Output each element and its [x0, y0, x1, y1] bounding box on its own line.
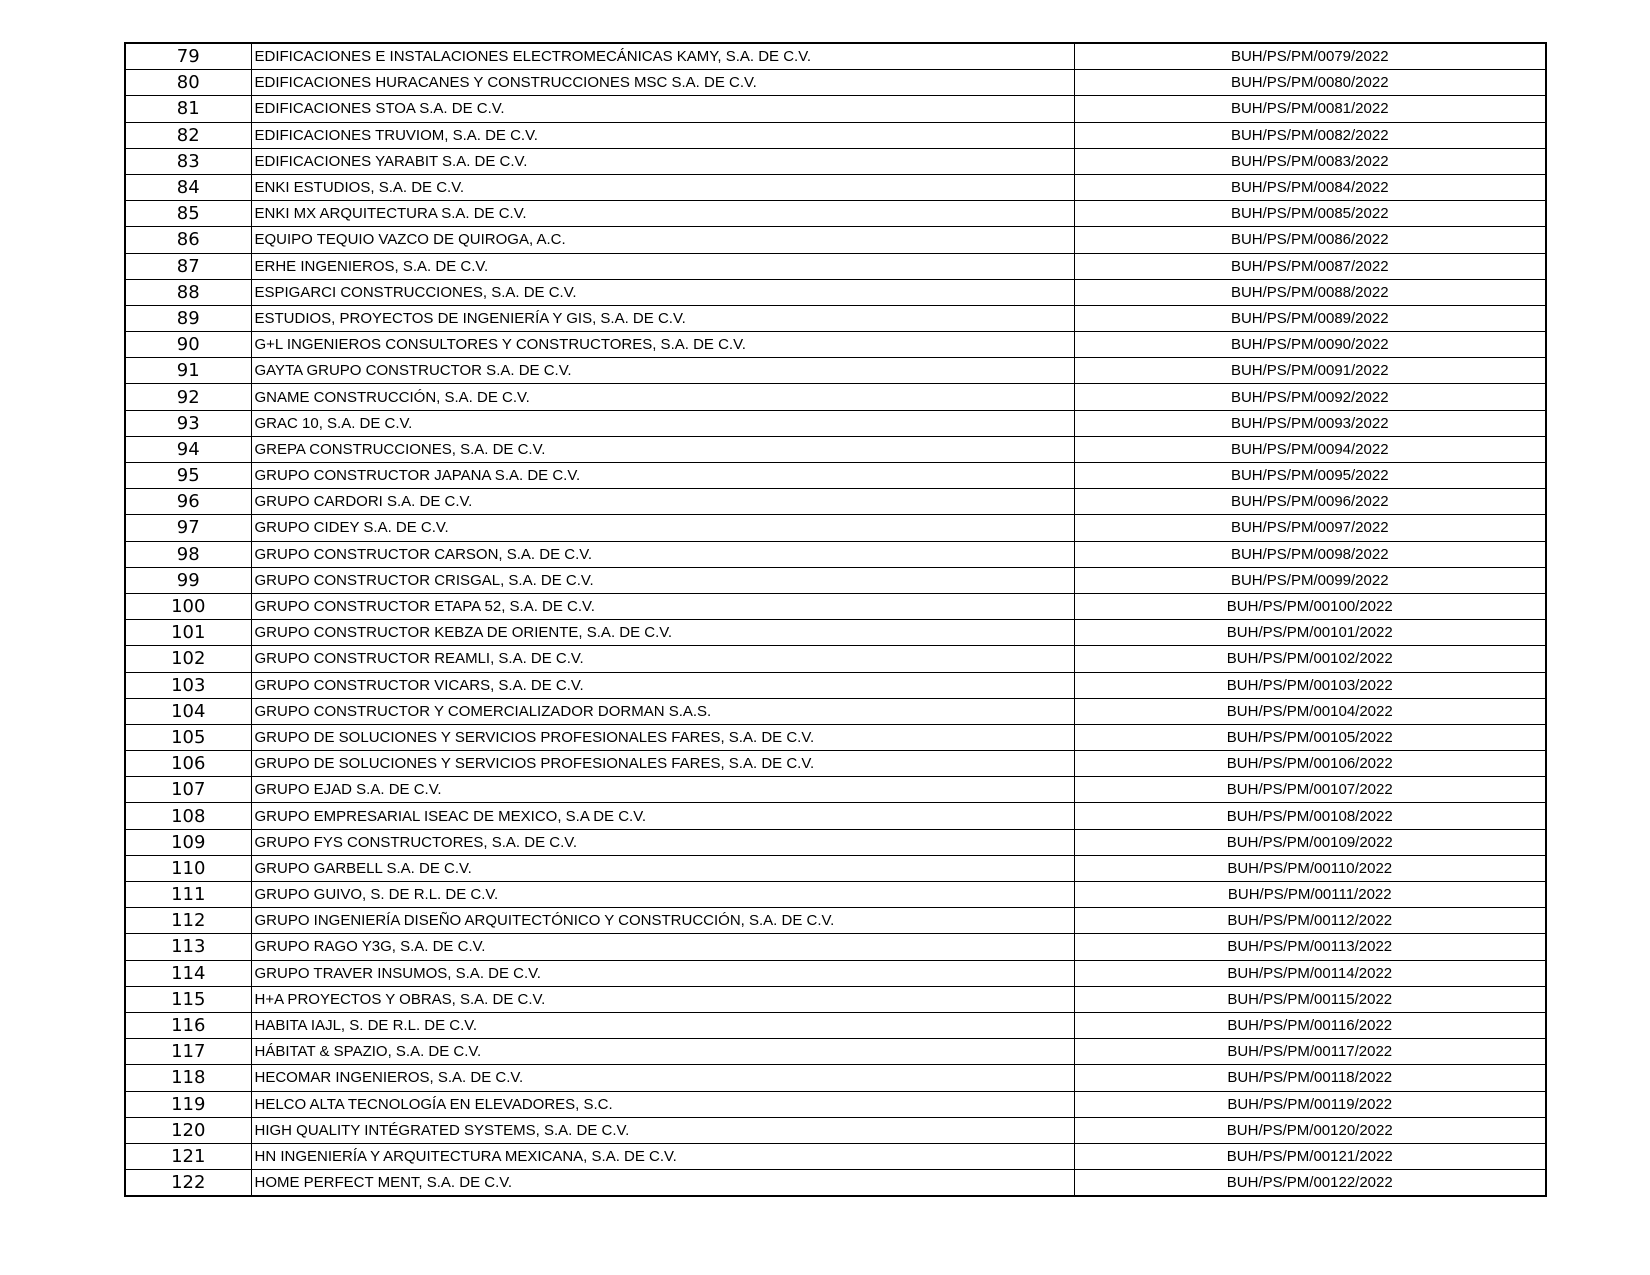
company-name-cell: GRUPO GARBELL S.A. DE C.V.	[251, 855, 1074, 881]
registration-code-cell: BUH/PS/PM/00107/2022	[1074, 777, 1546, 803]
company-name-cell: EDIFICACIONES HURACANES Y CONSTRUCCIONES MSC S.A. DE C.V.	[251, 70, 1074, 96]
registration-code-cell: BUH/PS/PM/0081/2022	[1074, 96, 1546, 122]
row-number-cell: 82	[125, 122, 251, 148]
registration-code-cell: BUH/PS/PM/00113/2022	[1074, 934, 1546, 960]
company-name-cell: GRUPO DE SOLUCIONES Y SERVICIOS PROFESIONALES FARES, S.A. DE C.V.	[251, 751, 1074, 777]
company-name-cell: GRUPO INGENIERÍA DISEÑO ARQUITECTÓNICO Y CONSTRUCCIÓN, S.A. DE C.V.	[251, 908, 1074, 934]
registration-code-cell: BUH/PS/PM/0095/2022	[1074, 463, 1546, 489]
registration-code-cell: BUH/PS/PM/0096/2022	[1074, 489, 1546, 515]
row-number-cell: 88	[125, 279, 251, 305]
row-number-cell: 104	[125, 698, 251, 724]
registration-code-cell: BUH/PS/PM/00105/2022	[1074, 724, 1546, 750]
registration-code-cell: BUH/PS/PM/00118/2022	[1074, 1065, 1546, 1091]
table-row	[125, 227, 1546, 253]
row-number-cell: 84	[125, 174, 251, 200]
row-number-cell: 92	[125, 384, 251, 410]
table-row	[125, 122, 1546, 148]
registration-code-cell: BUH/PS/PM/00103/2022	[1074, 672, 1546, 698]
table-row	[125, 1065, 1546, 1091]
company-name-cell: GRUPO CONSTRUCTOR REAMLI, S.A. DE C.V.	[251, 646, 1074, 672]
table-row	[125, 174, 1546, 200]
table-row	[125, 567, 1546, 593]
row-number-cell: 105	[125, 724, 251, 750]
row-number-cell: 87	[125, 253, 251, 279]
registration-code-cell: BUH/PS/PM/0091/2022	[1074, 358, 1546, 384]
row-number-cell: 79	[125, 43, 251, 70]
table-row	[125, 986, 1546, 1012]
row-number-cell: 103	[125, 672, 251, 698]
table-row	[125, 305, 1546, 331]
registration-code-cell: BUH/PS/PM/0083/2022	[1074, 148, 1546, 174]
row-number-cell: 117	[125, 1039, 251, 1065]
registration-code-cell: BUH/PS/PM/00120/2022	[1074, 1117, 1546, 1143]
company-name-cell: GRUPO CONSTRUCTOR VICARS, S.A. DE C.V.	[251, 672, 1074, 698]
registration-code-cell: BUH/PS/PM/0099/2022	[1074, 567, 1546, 593]
row-number-cell: 112	[125, 908, 251, 934]
row-number-cell: 98	[125, 541, 251, 567]
table-row	[125, 148, 1546, 174]
registry-table	[124, 42, 1547, 1197]
row-number-cell: 114	[125, 960, 251, 986]
table-row	[125, 253, 1546, 279]
company-name-cell: GRUPO RAGO Y3G, S.A. DE C.V.	[251, 934, 1074, 960]
row-number-cell: 86	[125, 227, 251, 253]
table-row	[125, 646, 1546, 672]
company-name-cell: GRUPO GUIVO, S. DE R.L. DE C.V.	[251, 882, 1074, 908]
table-row	[125, 1170, 1546, 1197]
company-name-cell: GRUPO EJAD S.A. DE C.V.	[251, 777, 1074, 803]
table-row	[125, 724, 1546, 750]
company-name-cell: GRUPO FYS CONSTRUCTORES, S.A. DE C.V.	[251, 829, 1074, 855]
row-number-cell: 121	[125, 1143, 251, 1169]
registration-code-cell: BUH/PS/PM/00104/2022	[1074, 698, 1546, 724]
row-number-cell: 106	[125, 751, 251, 777]
table-row	[125, 960, 1546, 986]
row-number-cell: 115	[125, 986, 251, 1012]
registration-code-cell: BUH/PS/PM/0085/2022	[1074, 201, 1546, 227]
company-name-cell: HABITA IAJL, S. DE R.L. DE C.V.	[251, 1012, 1074, 1038]
row-number-cell: 94	[125, 436, 251, 462]
table-row	[125, 882, 1546, 908]
company-name-cell: GRUPO EMPRESARIAL ISEAC DE MEXICO, S.A DE C.V.	[251, 803, 1074, 829]
table-row	[125, 541, 1546, 567]
table-row	[125, 672, 1546, 698]
table-row	[125, 829, 1546, 855]
row-number-cell: 83	[125, 148, 251, 174]
registration-code-cell: BUH/PS/PM/0086/2022	[1074, 227, 1546, 253]
table-row	[125, 436, 1546, 462]
table-row	[125, 43, 1546, 70]
registration-code-cell: BUH/PS/PM/0088/2022	[1074, 279, 1546, 305]
company-name-cell: EDIFICACIONES E INSTALACIONES ELECTROMECÁNICAS KAMY, S.A. DE C.V.	[251, 43, 1074, 70]
company-name-cell: G+L INGENIEROS CONSULTORES Y CONSTRUCTORES, S.A. DE C.V.	[251, 332, 1074, 358]
company-name-cell: HIGH QUALITY INTÉGRATED SYSTEMS, S.A. DE C.V.	[251, 1117, 1074, 1143]
row-number-cell: 80	[125, 70, 251, 96]
company-name-cell: EDIFICACIONES YARABIT S.A. DE C.V.	[251, 148, 1074, 174]
table-row	[125, 934, 1546, 960]
registration-code-cell: BUH/PS/PM/00102/2022	[1074, 646, 1546, 672]
table-row	[125, 515, 1546, 541]
company-name-cell: H+A PROYECTOS Y OBRAS, S.A. DE C.V.	[251, 986, 1074, 1012]
company-name-cell: HOME PERFECT MENT, S.A. DE C.V.	[251, 1170, 1074, 1197]
row-number-cell: 116	[125, 1012, 251, 1038]
registration-code-cell: BUH/PS/PM/0090/2022	[1074, 332, 1546, 358]
row-number-cell: 110	[125, 855, 251, 881]
table-row	[125, 489, 1546, 515]
table-row	[125, 908, 1546, 934]
registration-code-cell: BUH/PS/PM/00108/2022	[1074, 803, 1546, 829]
row-number-cell: 81	[125, 96, 251, 122]
table-row	[125, 1091, 1546, 1117]
table-row	[125, 1117, 1546, 1143]
registration-code-cell: BUH/PS/PM/0094/2022	[1074, 436, 1546, 462]
row-number-cell: 109	[125, 829, 251, 855]
registration-code-cell: BUH/PS/PM/00101/2022	[1074, 620, 1546, 646]
company-name-cell: GAYTA GRUPO CONSTRUCTOR S.A. DE C.V.	[251, 358, 1074, 384]
company-name-cell: EQUIPO TEQUIO VAZCO DE QUIROGA, A.C.	[251, 227, 1074, 253]
company-name-cell: GRUPO CONSTRUCTOR ETAPA 52, S.A. DE C.V.	[251, 593, 1074, 619]
company-name-cell: GRUPO CIDEY S.A. DE C.V.	[251, 515, 1074, 541]
table-row	[125, 96, 1546, 122]
registration-code-cell: BUH/PS/PM/00106/2022	[1074, 751, 1546, 777]
company-name-cell: GRAC 10, S.A. DE C.V.	[251, 410, 1074, 436]
company-name-cell: GRUPO CONSTRUCTOR CARSON, S.A. DE C.V.	[251, 541, 1074, 567]
row-number-cell: 111	[125, 882, 251, 908]
registration-code-cell: BUH/PS/PM/0084/2022	[1074, 174, 1546, 200]
registration-code-cell: BUH/PS/PM/0087/2022	[1074, 253, 1546, 279]
row-number-cell: 90	[125, 332, 251, 358]
registration-code-cell: BUH/PS/PM/0080/2022	[1074, 70, 1546, 96]
company-name-cell: GRUPO CONSTRUCTOR KEBZA DE ORIENTE, S.A. DE C.V.	[251, 620, 1074, 646]
row-number-cell: 95	[125, 463, 251, 489]
row-number-cell: 100	[125, 593, 251, 619]
row-number-cell: 113	[125, 934, 251, 960]
row-number-cell: 107	[125, 777, 251, 803]
row-number-cell: 108	[125, 803, 251, 829]
registry-table-body	[125, 43, 1546, 1196]
registration-code-cell: BUH/PS/PM/0097/2022	[1074, 515, 1546, 541]
company-name-cell: GRUPO DE SOLUCIONES Y SERVICIOS PROFESIONALES FARES, S.A. DE C.V.	[251, 724, 1074, 750]
row-number-cell: 93	[125, 410, 251, 436]
company-name-cell: ENKI ESTUDIOS, S.A. DE C.V.	[251, 174, 1074, 200]
registration-code-cell: BUH/PS/PM/00111/2022	[1074, 882, 1546, 908]
registration-code-cell: BUH/PS/PM/0082/2022	[1074, 122, 1546, 148]
company-name-cell: ENKI MX ARQUITECTURA S.A. DE C.V.	[251, 201, 1074, 227]
table-row	[125, 1143, 1546, 1169]
registration-code-cell: BUH/PS/PM/0079/2022	[1074, 43, 1546, 70]
company-name-cell: ESPIGARCI CONSTRUCCIONES, S.A. DE C.V.	[251, 279, 1074, 305]
table-row	[125, 463, 1546, 489]
registration-code-cell: BUH/PS/PM/00100/2022	[1074, 593, 1546, 619]
company-name-cell: EDIFICACIONES STOA S.A. DE C.V.	[251, 96, 1074, 122]
row-number-cell: 85	[125, 201, 251, 227]
row-number-cell: 97	[125, 515, 251, 541]
row-number-cell: 91	[125, 358, 251, 384]
table-row	[125, 698, 1546, 724]
company-name-cell: HECOMAR INGENIEROS, S.A. DE C.V.	[251, 1065, 1074, 1091]
registration-code-cell: BUH/PS/PM/00109/2022	[1074, 829, 1546, 855]
row-number-cell: 101	[125, 620, 251, 646]
table-row	[125, 332, 1546, 358]
registration-code-cell: BUH/PS/PM/00116/2022	[1074, 1012, 1546, 1038]
table-row	[125, 751, 1546, 777]
registration-code-cell: BUH/PS/PM/00117/2022	[1074, 1039, 1546, 1065]
table-row	[125, 384, 1546, 410]
table-row	[125, 358, 1546, 384]
table-row	[125, 803, 1546, 829]
table-row	[125, 620, 1546, 646]
table-row	[125, 777, 1546, 803]
company-name-cell: GREPA CONSTRUCCIONES, S.A. DE C.V.	[251, 436, 1074, 462]
registration-code-cell: BUH/PS/PM/00122/2022	[1074, 1170, 1546, 1197]
company-name-cell: GRUPO CONSTRUCTOR Y COMERCIALIZADOR DORMAN S.A.S.	[251, 698, 1074, 724]
row-number-cell: 120	[125, 1117, 251, 1143]
row-number-cell: 118	[125, 1065, 251, 1091]
table-row	[125, 593, 1546, 619]
table-row	[125, 70, 1546, 96]
company-name-cell: EDIFICACIONES TRUVIOM, S.A. DE C.V.	[251, 122, 1074, 148]
table-row	[125, 1039, 1546, 1065]
company-name-cell: GRUPO CARDORI S.A. DE C.V.	[251, 489, 1074, 515]
row-number-cell: 96	[125, 489, 251, 515]
row-number-cell: 122	[125, 1170, 251, 1197]
company-name-cell: HN INGENIERÍA Y ARQUITECTURA MEXICANA, S.A. DE C.V.	[251, 1143, 1074, 1169]
registration-code-cell: BUH/PS/PM/00114/2022	[1074, 960, 1546, 986]
company-name-cell: HELCO ALTA TECNOLOGÍA EN ELEVADORES, S.C.	[251, 1091, 1074, 1117]
company-name-cell: GRUPO TRAVER INSUMOS, S.A. DE C.V.	[251, 960, 1074, 986]
company-name-cell: GNAME CONSTRUCCIÓN, S.A. DE C.V.	[251, 384, 1074, 410]
registration-code-cell: BUH/PS/PM/0098/2022	[1074, 541, 1546, 567]
row-number-cell: 102	[125, 646, 251, 672]
registration-code-cell: BUH/PS/PM/00119/2022	[1074, 1091, 1546, 1117]
registration-code-cell: BUH/PS/PM/00110/2022	[1074, 855, 1546, 881]
table-row	[125, 410, 1546, 436]
row-number-cell: 99	[125, 567, 251, 593]
registration-code-cell: BUH/PS/PM/0093/2022	[1074, 410, 1546, 436]
registration-code-cell: BUH/PS/PM/00121/2022	[1074, 1143, 1546, 1169]
company-name-cell: ESTUDIOS, PROYECTOS DE INGENIERÍA Y GIS, S.A. DE C.V.	[251, 305, 1074, 331]
company-name-cell: GRUPO CONSTRUCTOR JAPANA S.A. DE C.V.	[251, 463, 1074, 489]
table-row	[125, 855, 1546, 881]
registration-code-cell: BUH/PS/PM/00112/2022	[1074, 908, 1546, 934]
registration-code-cell: BUH/PS/PM/00115/2022	[1074, 986, 1546, 1012]
row-number-cell: 89	[125, 305, 251, 331]
company-name-cell: ERHE INGENIEROS, S.A. DE C.V.	[251, 253, 1074, 279]
table-row	[125, 279, 1546, 305]
registration-code-cell: BUH/PS/PM/0089/2022	[1074, 305, 1546, 331]
company-name-cell: GRUPO CONSTRUCTOR CRISGAL, S.A. DE C.V.	[251, 567, 1074, 593]
row-number-cell: 119	[125, 1091, 251, 1117]
table-row	[125, 201, 1546, 227]
company-name-cell: HÁBITAT & SPAZIO, S.A. DE C.V.	[251, 1039, 1074, 1065]
table-row	[125, 1012, 1546, 1038]
registration-code-cell: BUH/PS/PM/0092/2022	[1074, 384, 1546, 410]
